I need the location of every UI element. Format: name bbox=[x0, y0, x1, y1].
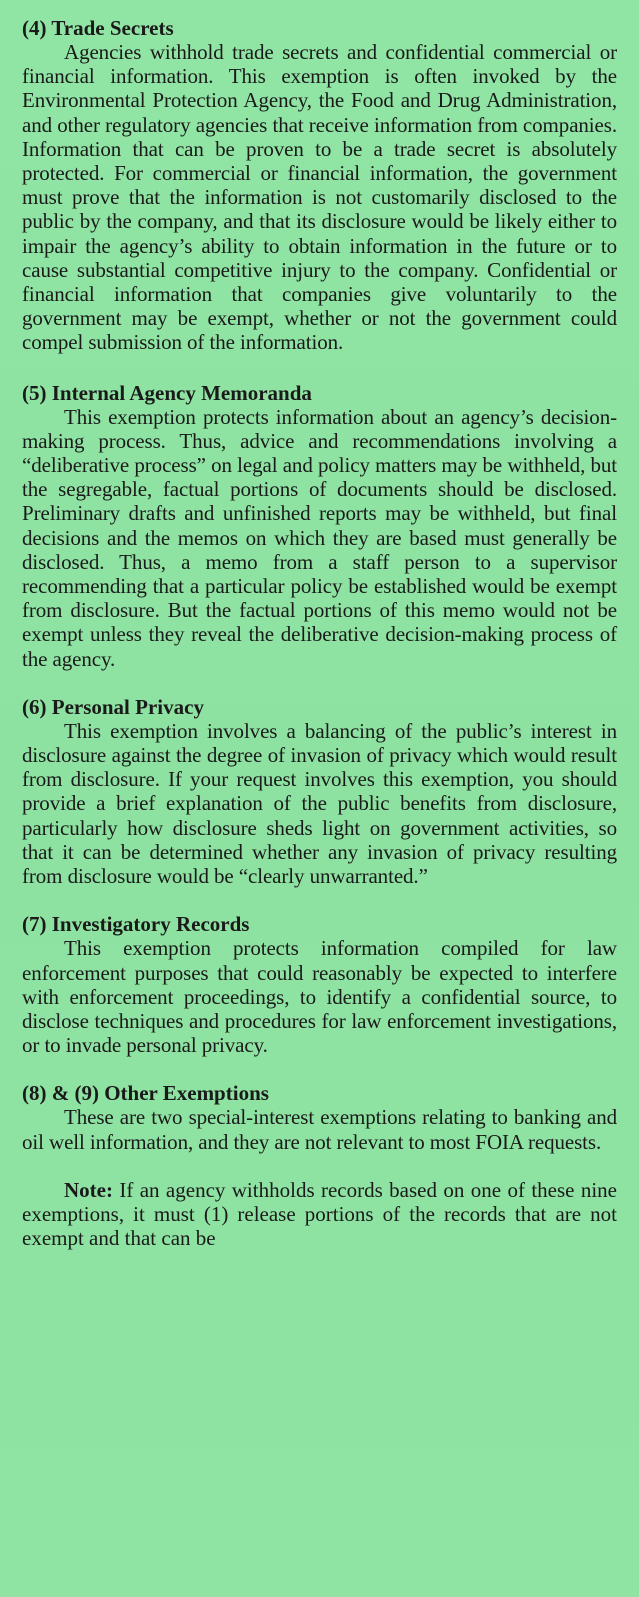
section-body: This exemption protects information compiled for law enforcement purposes that could reasonably be expected to interfere with enforcement proceedings, to identify a confidential source, to disclose techniques and procedures for law enforcement investigations, or to invade personal privacy. bbox=[22, 936, 617, 1058]
section-body: These are two special-interest exemptions relating to banking and oil well information, and they are not relevant to most FOIA requests. bbox=[22, 1105, 617, 1154]
section-body: Agencies withhold trade secrets and confidential commercial or financial information. This exemption is often invoked by the Environmental Protection Agency, the Food and Drug Administration, and other regulatory agencies that receive information from companies. Information that can be proven to be a trade secret is absolutely protected. For commercial or financial information, the government must prove that the information is not customarily disclosed to the public by the company, and that its disclosure would be likely either to impair the agency’s ability to obtain information in the future or to cause substantial competitive injury to the company. Confidential or financial information that companies give voluntarily to the government may be exempt, whether or not the government could compel submission of the information. bbox=[22, 40, 617, 355]
note-text: If an agency withholds records based on one of these nine exemptions, it must (1) release portions of the records that are not exempt and that can be bbox=[22, 1177, 617, 1251]
section-heading: (7) Investigatory Records bbox=[22, 912, 250, 937]
section-heading: (5) Internal Agency Memoranda bbox=[22, 380, 312, 405]
section-internal-agency-memoranda bbox=[22, 381, 617, 671]
section-body: This exemption protects information about an agency’s decision-making process. Thus, advice and recommendations involving a “deliberative process” on legal and policy matters may be withheld, but the segregable, factual portions of documents should be disclosed. Preliminary drafts and unfinished reports may be withheld, but final decisions and the memos on which they are based must generally be disclosed. Thus, a memo from a staff person to a supervisor recommending that a particular policy be established would be exempt from disclosure. But the factual portions of this memo would not be exempt unless they reveal the deliberative decision-making process of the agency. bbox=[22, 404, 617, 671]
section-heading: (8) & (9) Other Exemptions bbox=[22, 1081, 269, 1106]
section-heading: (4) Trade Secrets bbox=[22, 16, 174, 40]
section-trade-secrets bbox=[22, 16, 617, 355]
section-investigatory-records bbox=[22, 912, 617, 1057]
note-paragraph bbox=[22, 1178, 617, 1251]
section-personal-privacy bbox=[22, 695, 617, 888]
section-heading: (6) Personal Privacy bbox=[22, 694, 204, 719]
section-other-exemptions bbox=[22, 1081, 617, 1153]
note-label: Note: bbox=[64, 1177, 113, 1202]
section-body: This exemption involves a balancing of the public’s interest in disclosure against the degree of invasion of privacy which would result from disclosure. If your request involves this exemption, you should provide a brief explanation of the public benefits from disclosure, particularly how disclosure sheds light on government activities, so that it can be determined whether any invasion of privacy resulting from disclosure would be “clearly unwarranted.” bbox=[22, 718, 617, 889]
